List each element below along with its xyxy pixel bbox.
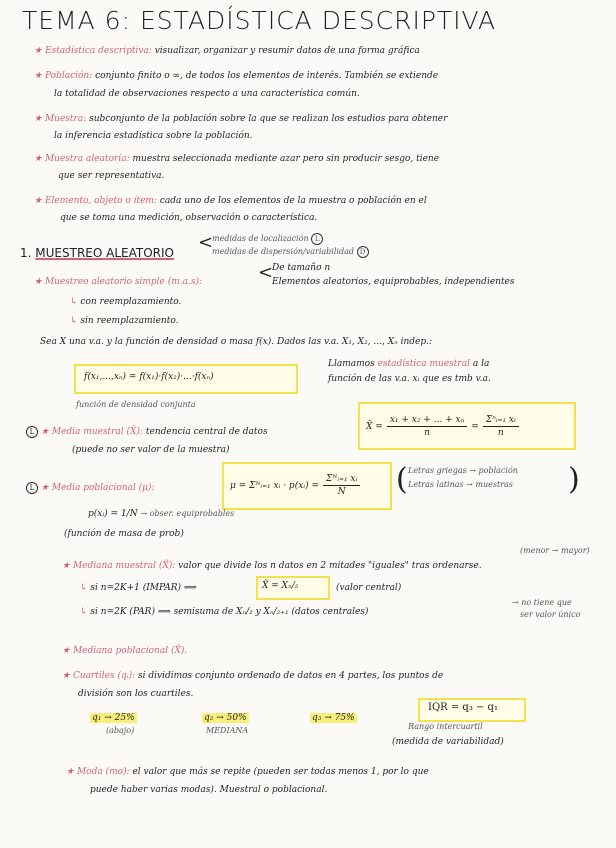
cuartiles-text-cont: división son los cuartiles. bbox=[78, 689, 194, 699]
def-estadistica bbox=[34, 45, 420, 57]
media-poblacional-term: Media poblacional (μ): bbox=[51, 483, 155, 493]
formula-lhs: μ = Σᴺᵢ₌₁ xᵢ · p(xᵢ) = bbox=[230, 480, 320, 491]
fraction-den: n bbox=[497, 428, 504, 438]
moda-text: el valor que más se repite (pueden ser todas menos 1, por lo que bbox=[132, 767, 429, 777]
joint-density-caption: función de densidad conjunta bbox=[76, 400, 196, 409]
star-icon: ★ bbox=[34, 114, 43, 124]
star-icon: ★ bbox=[34, 277, 43, 287]
llamamos-line bbox=[328, 358, 489, 370]
latin-note: Letras latinas → muestras bbox=[408, 480, 513, 489]
def-text-cont: la totalidad de observaciones respecto a una característica común. bbox=[54, 89, 360, 99]
star-icon: ★ bbox=[40, 483, 49, 493]
mediana-term: Mediana muestral (X̃): bbox=[72, 561, 176, 571]
sea-line: Sea X una v.a. y la función de densidad o masa f(x). Dados las v.a. X₁, X₂, ..., Xₙ indep.: bbox=[40, 337, 433, 347]
def-term: Estadística descriptiva: bbox=[44, 46, 152, 56]
mas-con bbox=[70, 296, 181, 308]
star-icon: ★ bbox=[34, 46, 43, 56]
media-muestral-formula bbox=[366, 414, 519, 439]
def-term: Población: bbox=[44, 71, 93, 81]
paren-icon: ( bbox=[396, 462, 408, 497]
fraction-num: Σⁿᵢ₌₁ xᵢ bbox=[483, 414, 519, 427]
fraction-num: x₁ + x₂ + ... + xₙ bbox=[387, 414, 467, 427]
cuartiles-row bbox=[62, 670, 443, 682]
arrow-icon: ↳ bbox=[80, 583, 88, 593]
def-text-cont: la inferencia estadística sobre la población. bbox=[54, 131, 253, 141]
def-term: Muestra aleatoria: bbox=[44, 154, 130, 164]
media-poblacional-row bbox=[26, 482, 155, 494]
star-icon: ★ bbox=[62, 646, 71, 656]
q1-sub: (abajo) bbox=[106, 726, 135, 735]
brace-icon: < bbox=[198, 232, 214, 253]
tag-l-icon: L bbox=[26, 426, 38, 438]
mas-sin bbox=[70, 315, 178, 327]
mediana-impar-note: (valor central) bbox=[336, 583, 402, 593]
llamamos-term: estadística muestral bbox=[377, 359, 470, 369]
def-elemento bbox=[34, 195, 427, 207]
section-heading bbox=[20, 246, 174, 260]
def-text: muestra seleccionada mediante azar pero sin producir sesgo, tiene bbox=[132, 154, 440, 164]
q3-label bbox=[310, 712, 357, 724]
mediana-impar bbox=[80, 582, 197, 594]
fraction bbox=[483, 414, 519, 439]
mediana-text: valor que divide los n datos en 2 mitades "iguales" tras ordenarse. bbox=[178, 561, 482, 571]
tag-d-icon: D bbox=[357, 246, 369, 258]
mediana-par-text: si n=2K (PAR) ⟹ semisuma de Xₙ/₂ y Xₙ/₂₊₁ (datos centrales) bbox=[90, 607, 369, 617]
prob-formula-text: p(xᵢ) = 1/N bbox=[88, 509, 138, 519]
cuartiles-term: Cuartiles (qᵢ): bbox=[72, 671, 136, 681]
joint-density-formula: f(x₁,...,xₙ) = f(x₁)·f(x₂)·...·f(xₙ) bbox=[84, 372, 214, 382]
media-muestral-sub: (puede no ser valor de la muestra) bbox=[72, 445, 230, 455]
section-title: MUESTREO ALEATORIO bbox=[35, 246, 174, 260]
mas-sin-text: sin reemplazamiento. bbox=[80, 316, 179, 326]
q1-value: q₁ → 25% bbox=[92, 713, 135, 723]
star-icon: ★ bbox=[34, 154, 43, 164]
mas-property-b: Elementos aleatorios, equiprobables, independientes bbox=[272, 277, 515, 287]
prob-formula bbox=[88, 508, 234, 520]
media-muestral-term: Media muestral (X̄): bbox=[51, 427, 143, 437]
def-text-cont: que se toma una medición, observación o característica. bbox=[60, 213, 318, 223]
star-icon: ★ bbox=[34, 71, 43, 81]
q3-value: q₃ → 75% bbox=[312, 713, 355, 723]
equals-sign: = bbox=[471, 421, 479, 432]
def-term: Muestra: bbox=[44, 114, 87, 124]
page-title: TEMA 6: ESTADÍSTICA DESCRIPTIVA bbox=[22, 6, 497, 35]
formula-lhs: X̄ = bbox=[366, 421, 383, 432]
mas-con-text: con reemplazamiento. bbox=[80, 297, 182, 307]
mediana-par bbox=[80, 606, 368, 618]
star-icon: ★ bbox=[62, 671, 71, 681]
iqr-formula: IQR = q₃ − q₁ bbox=[428, 702, 498, 713]
star-icon: ★ bbox=[66, 767, 75, 777]
mediana-impar-formula: X̃ = Xₙ/₂ bbox=[262, 581, 299, 591]
media-muestral-text: tendencia central de datos bbox=[145, 427, 268, 437]
def-text: visualizar, organizar y resumir datos de una forma gráfica bbox=[154, 46, 420, 56]
tag-l-icon: L bbox=[26, 482, 38, 494]
mediana-par-note-2: ser valor único bbox=[520, 610, 581, 619]
mas-property-a: De tamaño n bbox=[272, 263, 331, 273]
fraction-num: Σᴺᵢ₌₁ xᵢ bbox=[323, 473, 360, 486]
moda-row bbox=[66, 766, 429, 778]
mas-term: Muestreo aleatorio simple (m.a.s): bbox=[44, 277, 203, 287]
measure-label: medidas de localización bbox=[212, 234, 309, 243]
mas-term-row bbox=[34, 276, 202, 288]
star-icon: ★ bbox=[34, 196, 43, 206]
media-muestral-row bbox=[26, 426, 268, 438]
prob-note: → obser. equiprobables bbox=[140, 509, 235, 518]
fraction-den: n bbox=[424, 428, 430, 438]
def-text: subconjunto de la población sobre la que se realizan los estudios para obtener bbox=[89, 114, 448, 124]
order-note: (menor → mayor) bbox=[520, 546, 590, 555]
greek-note: Letras griegas → población bbox=[408, 466, 518, 475]
llamamos-pre: Llamamos bbox=[328, 359, 375, 369]
media-poblacional-formula bbox=[230, 473, 360, 498]
q2-sub: MEDIANA bbox=[206, 726, 249, 735]
arrow-icon: ↳ bbox=[70, 297, 78, 307]
section-number: 1. bbox=[20, 246, 32, 260]
llamamos-line-2: función de las v.a. xᵢ que es tmb v.a. bbox=[328, 374, 491, 384]
mediana-par-note-1: → no tiene que bbox=[512, 598, 572, 607]
def-text: conjunto finito o ∞, de todos los elementos de interés. También se extiende bbox=[95, 71, 439, 81]
arrow-icon: ↳ bbox=[70, 316, 78, 326]
mediana-poblacional-term: Mediana poblacional (X̃). bbox=[72, 646, 188, 656]
prob-sub: (función de masa de prob) bbox=[64, 529, 184, 539]
brace-icon: < bbox=[258, 262, 274, 283]
paren-icon: ) bbox=[568, 462, 580, 497]
cuartiles-text: si dividimos conjunto ordenado de datos en 4 partes, los puntos de bbox=[137, 671, 444, 681]
moda-text-cont: puede haber varias modas). Muestral o poblacional. bbox=[90, 785, 328, 795]
measures-dispersion bbox=[212, 246, 369, 258]
fraction bbox=[323, 473, 360, 498]
star-icon: ★ bbox=[62, 561, 71, 571]
q2-label bbox=[202, 712, 249, 724]
tag-l-icon: L bbox=[311, 233, 323, 245]
fraction-den: N bbox=[337, 487, 346, 497]
fraction bbox=[387, 414, 467, 439]
measures-localizacion bbox=[212, 233, 323, 245]
def-muestra-aleatoria bbox=[34, 153, 439, 165]
q2-value: q₂ → 50% bbox=[204, 713, 247, 723]
mediana-poblacional-row bbox=[62, 645, 187, 657]
iqr-caption: Rango intercuartil bbox=[408, 722, 483, 731]
mediana-impar-text: si n=2K+1 (IMPAR) ⟹ bbox=[90, 583, 197, 593]
q1-label bbox=[90, 712, 137, 724]
mediana-row bbox=[62, 560, 482, 572]
measure-label: medidas de dispersión/variabilidad bbox=[212, 247, 354, 256]
def-muestra bbox=[34, 113, 447, 125]
moda-term: Moda (mo): bbox=[76, 767, 130, 777]
def-term: Elemento, objeto o ítem: bbox=[44, 196, 158, 206]
def-poblacion bbox=[34, 70, 438, 82]
llamamos-post: a la bbox=[472, 359, 490, 369]
iqr-caption-2: (medida de variabilidad) bbox=[392, 737, 504, 747]
star-icon: ★ bbox=[40, 427, 49, 437]
arrow-icon: ↳ bbox=[80, 607, 88, 617]
def-text: cada uno de los elementos de la muestra o población en el bbox=[159, 196, 427, 206]
def-text-cont: que ser representativa. bbox=[58, 171, 165, 181]
